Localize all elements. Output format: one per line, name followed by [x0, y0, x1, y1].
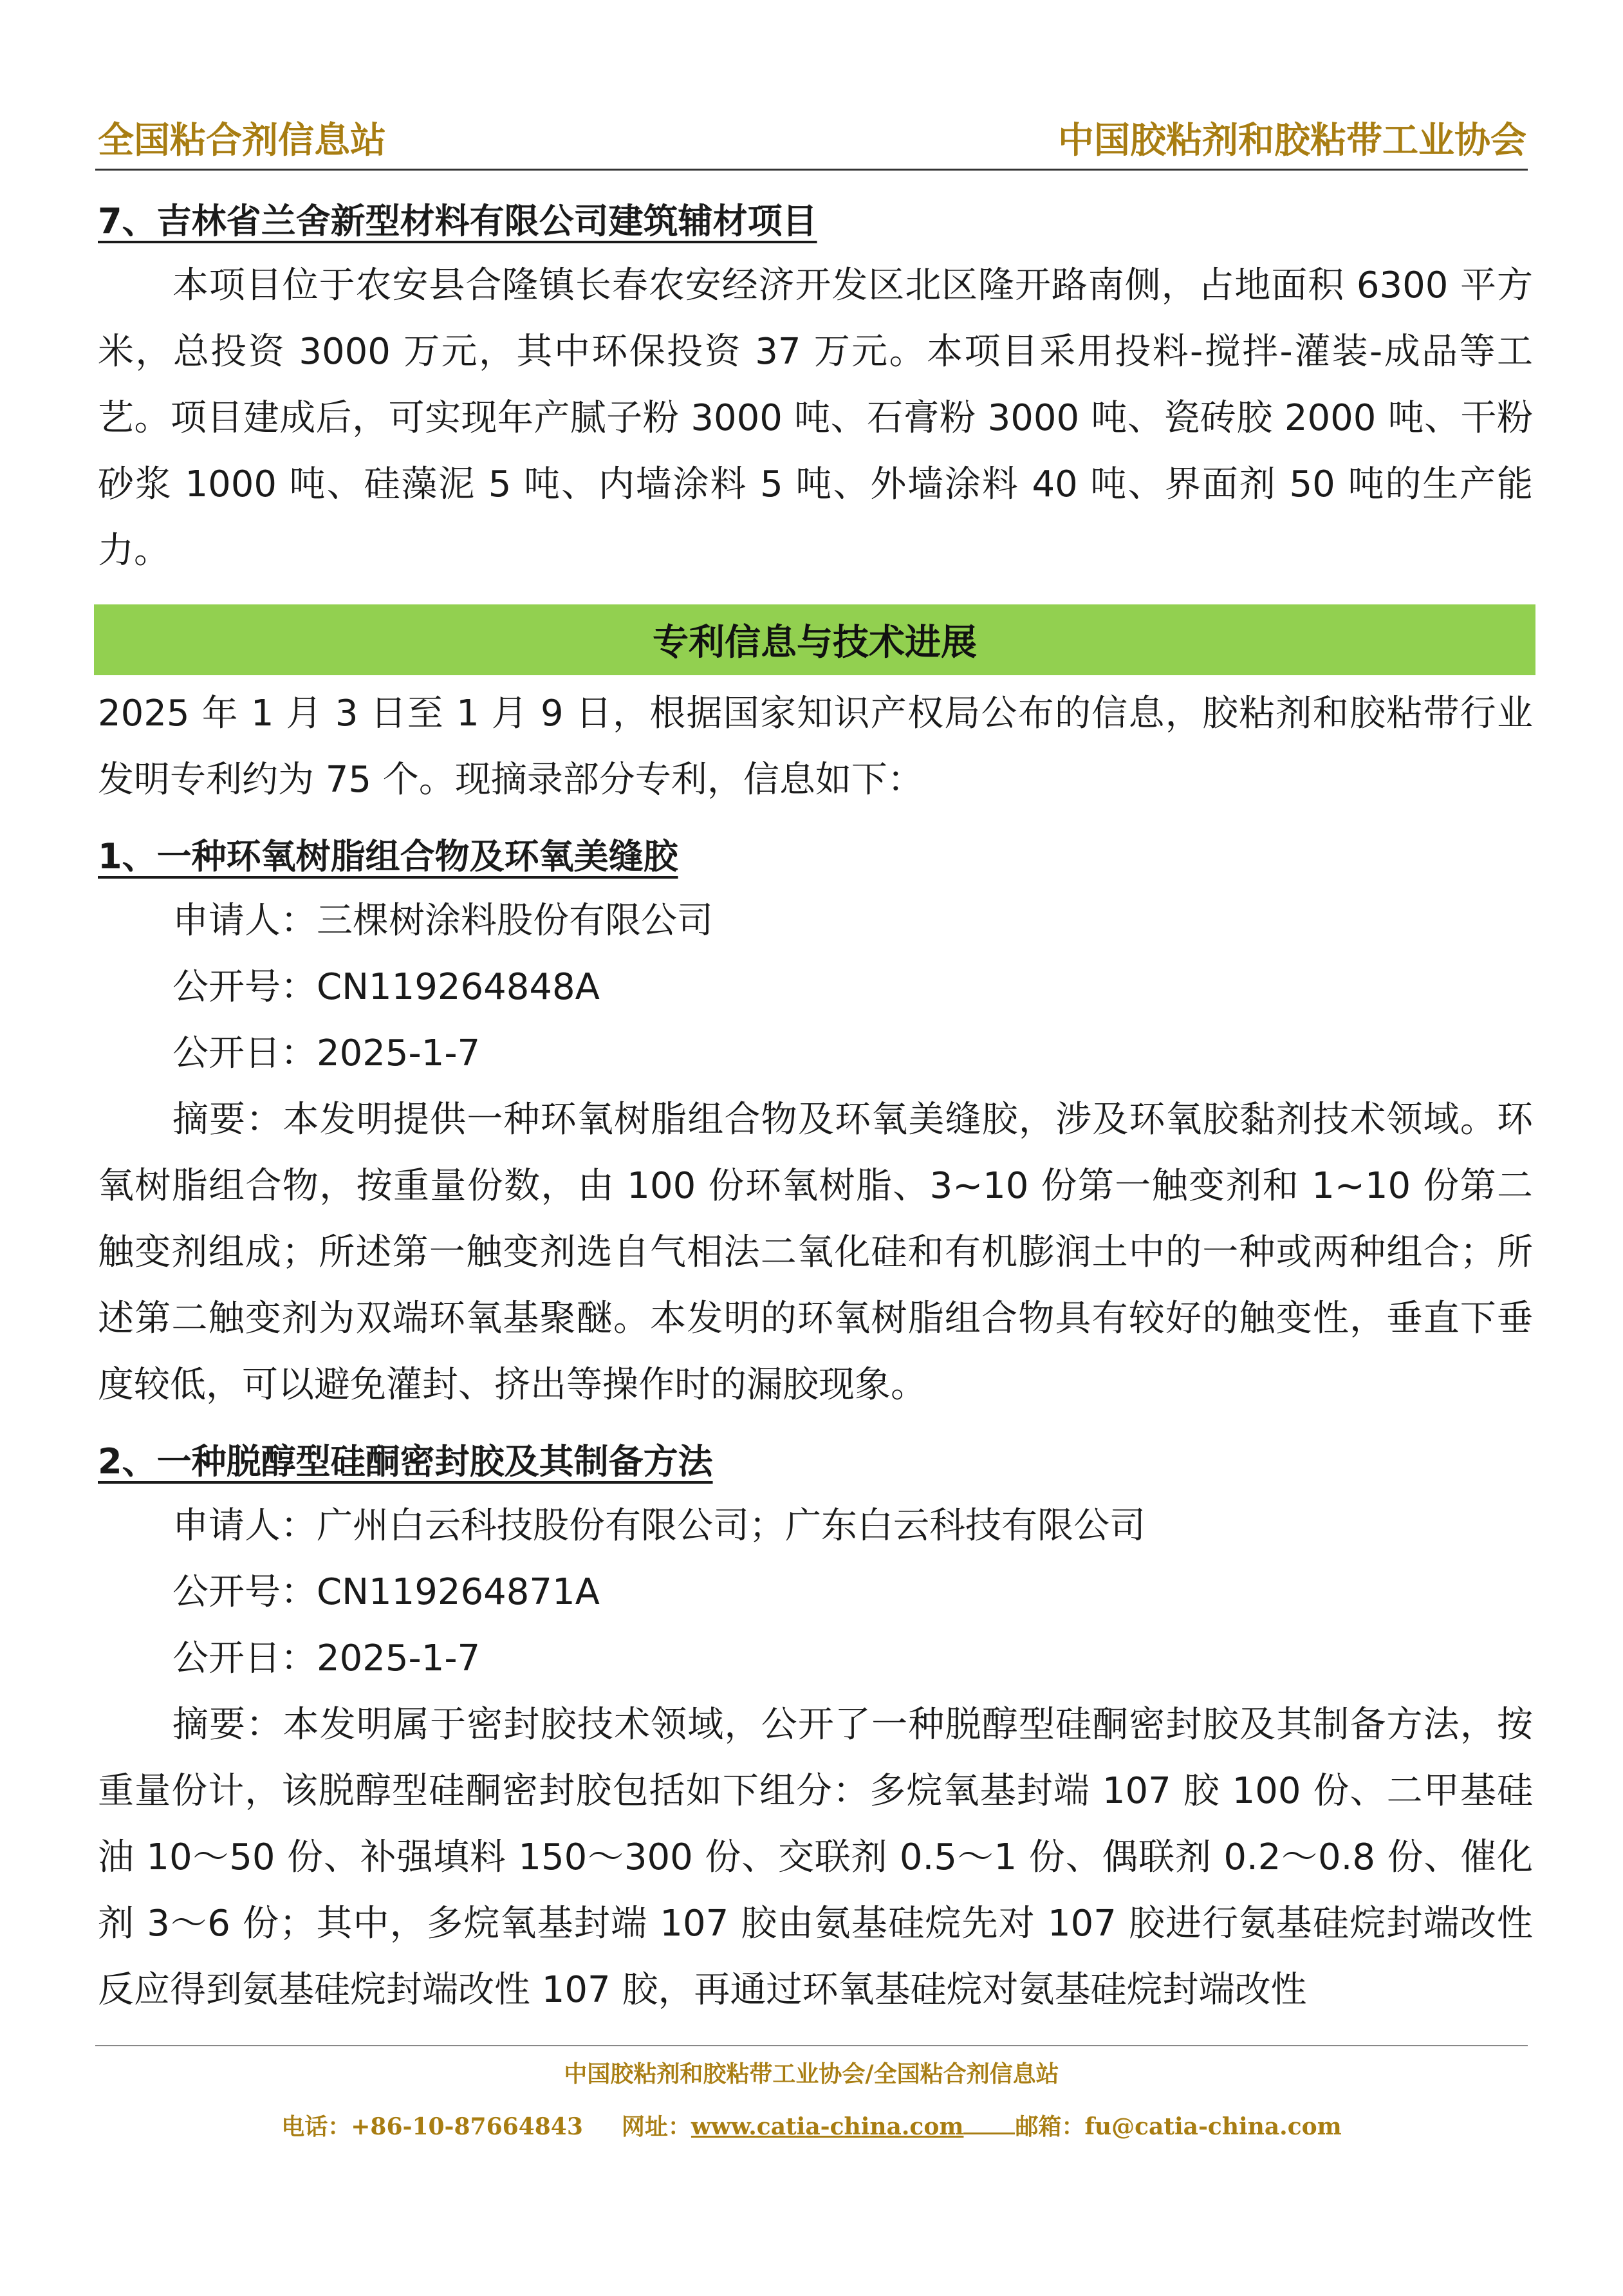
- patent-intro: 2025 年 1 月 3 日至 1 月 9 日，根据国家知识产权局公布的信息，胶粘剂和胶粘带行业发明专利约为 75 个。现摘录部分专利，信息如下：: [98, 693, 1533, 801]
- project-7-title: 7、吉林省兰舍新型材料有限公司建筑辅材项目: [98, 201, 817, 241]
- project-7-body: 本项目位于农安县合隆镇长春农安经济开发区北区隆开路南侧，占地面积 6300 平方米，总投资 3000 万元，其中环保投资 37 万元。本项目采用投料-搅拌-灌装-成品等工艺。项目建成后，可实现年产腻子粉 3000 吨、石膏粉 3000 吨、瓷砖胶 2000 吨、干粉砂浆 1000 吨、硅藻泥 5 吨、内墙涂料 5 吨、外墙涂料 40 吨、界面剂 50 吨的生产能力。: [98, 265, 1533, 572]
- patent-title: 2、一种脱醇型硅酮密封胶及其制备方法: [98, 1441, 713, 1482]
- section-banner: [94, 604, 1535, 675]
- header-right-title: 中国胶粘剂和胶粘带工业协会: [1058, 119, 1526, 162]
- patent-item: [98, 826, 1533, 1418]
- patent-publication-number: 公开号：CN119264871A: [172, 1571, 600, 1613]
- footer-organization: 中国胶粘剂和胶粘带工业协会/全国粘合剂信息站: [564, 2060, 1059, 2087]
- patent-publication-number: 公开号：CN119264848A: [172, 966, 600, 1008]
- patent-title: 1、一种环氧树脂组合物及环氧美缝胶: [98, 836, 678, 877]
- main-content: [98, 191, 1533, 2023]
- footer-website-label: 网址：: [621, 2113, 691, 2140]
- footer-phone: 电话：+86-10-87664843: [281, 2113, 583, 2140]
- footer-website-link[interactable]: www.catia-china.com: [691, 2113, 964, 2140]
- section-banner-title: 专利信息与技术进展: [653, 622, 977, 664]
- footer-divider: [95, 2045, 1528, 2046]
- header-divider: [95, 169, 1528, 171]
- patent-abstract: 摘要：本发明提供一种环氧树脂组合物及环氧美缝胶，涉及环氧胶黏剂技术领域。环氧树脂组合物，按重量份数，由 100 份环氧树脂、3~10 份第一触变剂和 1~10 份第二触变剂组成；所述第一触变剂选自气相法二氧化硅和有机膨润土中的一种或两种组合；所述第二触变剂为双端环氧基聚醚。本发明的环氧树脂组合物具有较好的触变性，垂直下垂度较低，可以避免灌封、挤出等操作时的漏胶现象。: [98, 1099, 1533, 1406]
- footer-contact: [0, 2109, 1623, 2142]
- patent-applicant: 申请人：广州白云科技股份有限公司；广东白云科技有限公司: [172, 1505, 1145, 1547]
- footer-underline-spacer: [963, 2113, 1015, 2134]
- footer-email[interactable]: 邮箱：fu@catia-china.com: [1015, 2113, 1342, 2140]
- patent-item: [98, 1431, 1533, 2023]
- patent-publication-date: 公开日：2025-1-7: [172, 1032, 481, 1074]
- patent-abstract: 摘要：本发明属于密封胶技术领域，公开了一种脱醇型硅酮密封胶及其制备方法，按重量份计，该脱醇型硅酮密封胶包括如下组分：多烷氧基封端 107 胶 100 份、二甲基硅油 10～50 份、补强填料 150～300 份、交联剂 0.5～1 份、偶联剂 0.2～0.8 份、催化剂 3～6 份；其中，多烷氧基封端 107 胶由氨基硅烷先对 107 胶进行氨基硅烷封端改性反应得到氨基硅烷封端改性 107 胶，再通过环氧基硅烷对氨基硅烷封端改性: [98, 1704, 1533, 2011]
- patent-applicant: 申请人：三棵树涂料股份有限公司: [172, 900, 713, 942]
- header-left-title: 全国粘合剂信息站: [98, 119, 386, 162]
- patent-publication-date: 公开日：2025-1-7: [172, 1638, 481, 1679]
